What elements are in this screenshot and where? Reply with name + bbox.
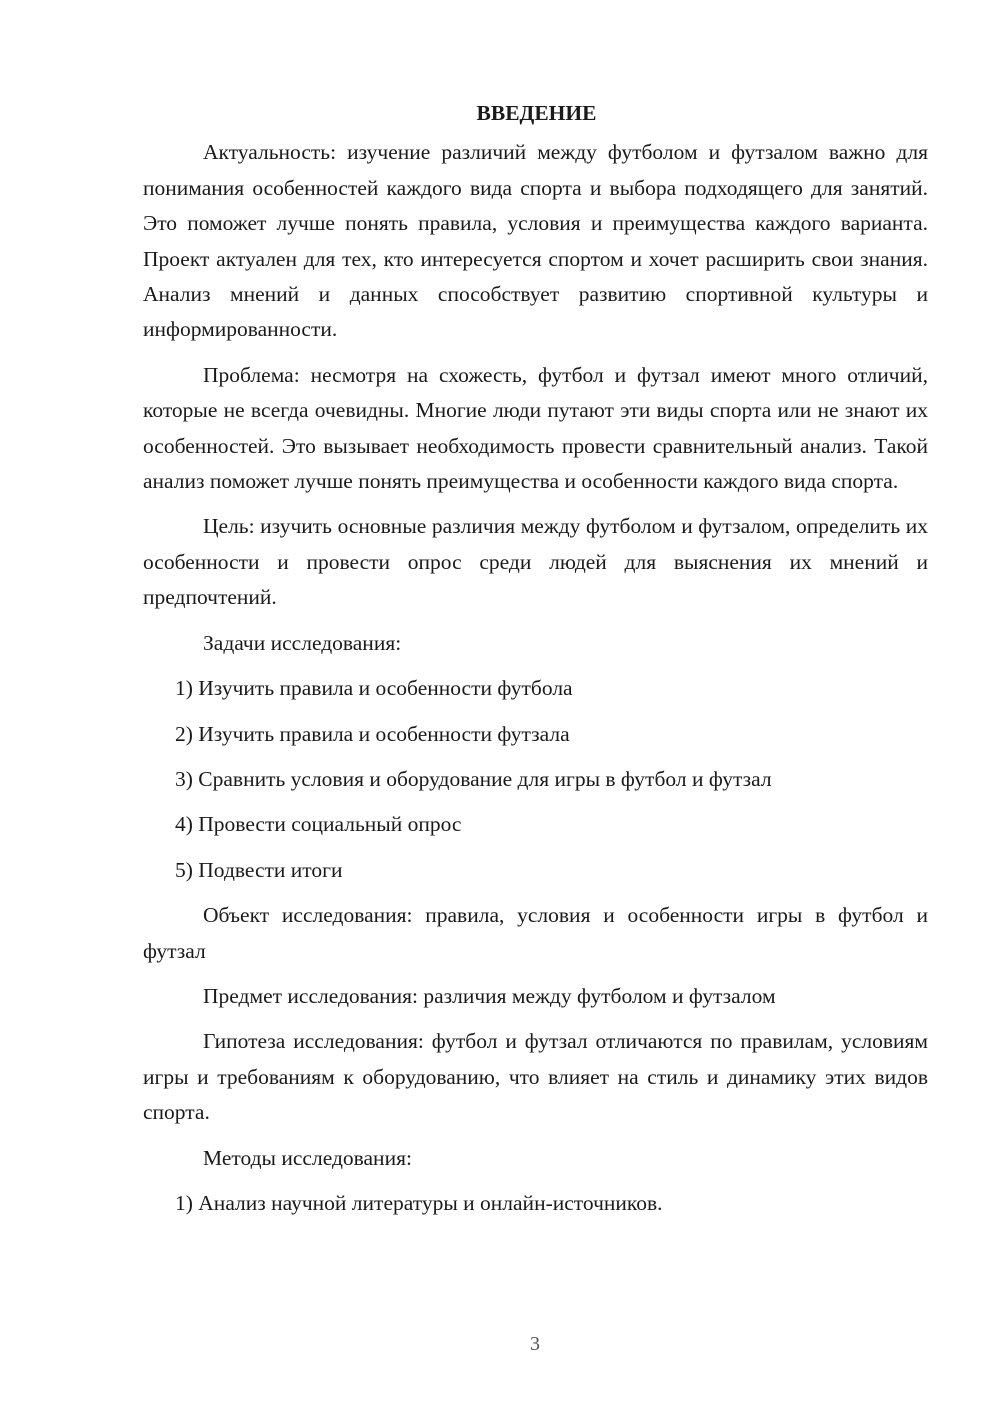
list-item: 5) Подвести итоги xyxy=(175,857,343,882)
methods-label: Методы исследования: xyxy=(203,1145,412,1170)
hypothesis-paragraph: Гипотеза исследования: футбол и футзал отличаются по правилам, условиям игры и требованиям к оборудованию, что влияет на стиль и динамику этих видов спорта. xyxy=(143,1029,928,1125)
list-item: 1) Изучить правила и особенности футбола xyxy=(175,676,573,701)
subject-paragraph: Предмет исследования: различия между футболом и футзалом xyxy=(203,983,776,1008)
list-item: 4) Провести социальный опрос xyxy=(175,812,462,837)
list-item: 1) Анализ научной литературы и онлайн-источников. xyxy=(175,1190,663,1215)
list-item: 2) Изучить правила и особенности футзала xyxy=(175,721,570,746)
problem-paragraph: Проблема: несмотря на схожесть, футбол и футзал имеют много отличий, которые не всегда очевидны. Многие люди путают эти виды спорта или не знают их особенностей. Это вызывает необходимость провести сравнительный анализ. Такой анализ поможет лучше понять преимущества и особенности каждого вида спорта. xyxy=(143,362,928,494)
page-number: 3 xyxy=(530,1333,540,1355)
goal-paragraph: Цель: изучить основные различия между футболом и футзалом, определить их особенности и провести опрос среди людей для выяснения их мнений и предпочтений. xyxy=(143,514,928,610)
section-heading: ВВЕДЕНИЕ xyxy=(476,101,597,125)
tasks-list xyxy=(143,671,928,888)
tasks-label: Задачи исследования: xyxy=(203,630,402,655)
methods-list xyxy=(143,1186,928,1221)
document-page xyxy=(143,96,928,1231)
object-paragraph: Объект исследования: правила, условия и особенности игры в футбол и футзал xyxy=(143,903,928,963)
list-item: 3) Сравнить условия и оборудование для игры в футбол и футзал xyxy=(175,766,772,791)
relevance-paragraph: Актуальность: изучение различий между футболом и футзалом важно для понимания особенностей каждого вида спорта и выбора подходящего для занятий. Это поможет лучше понять правила, условия и преимущества каждого варианта. Проект актуален для тех, кто интересуется спортом и хочет расширить свои знания. Анализ мнений и данных способствует развитию спортивной культуры и информированности. xyxy=(143,140,928,342)
